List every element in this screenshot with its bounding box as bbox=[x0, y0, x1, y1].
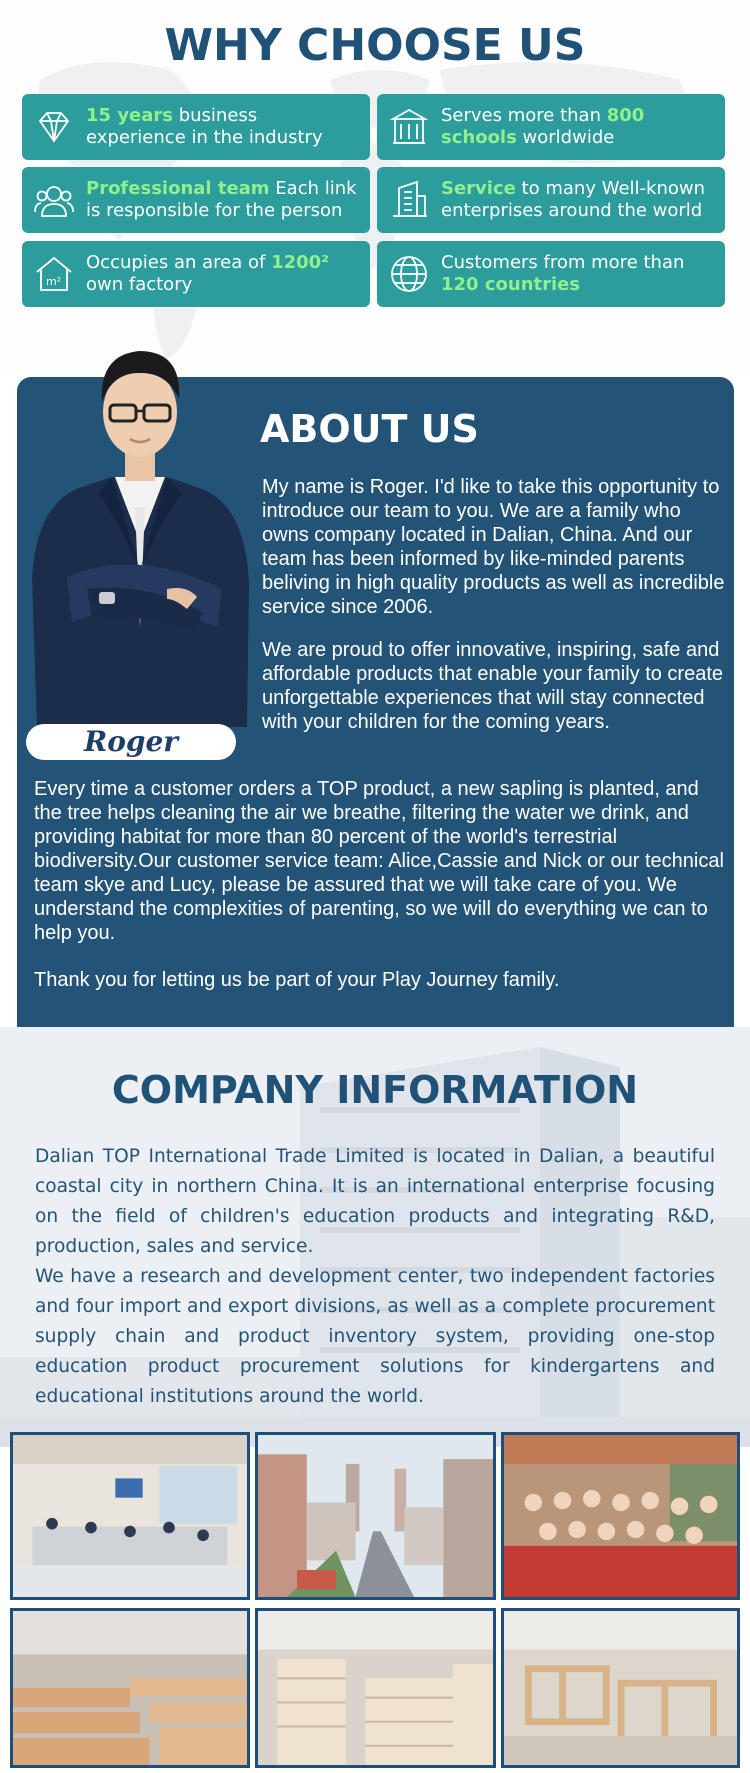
lumber-stack-photo bbox=[10, 1608, 250, 1768]
about-paragraph-intro: My name is Roger. I'd like to take this opportunity to introduce our team to you. We are a family who owns company located in Dalian, China. And our team has been informed by like-minded parents beliving in high quality products as well as incredible service since 2006. bbox=[262, 476, 725, 618]
office-photo bbox=[10, 1432, 250, 1600]
team-group-photo bbox=[501, 1432, 740, 1600]
signature-name-badge: Roger bbox=[26, 724, 236, 760]
furniture-frames-photo bbox=[501, 1608, 740, 1768]
feature-highlight: 120 countries bbox=[441, 274, 581, 295]
factory-area-icon bbox=[22, 241, 86, 307]
feature-highlight: Professional team bbox=[86, 178, 270, 199]
diamond-icon bbox=[22, 94, 86, 160]
company-paragraph-intro: Dalian TOP International Trade Limited is located in Dalian, a beautiful coastal city in northern China. It is an international enterprise focusing on the field of children's education products and integrating R&D, production, sales and service. bbox=[35, 1146, 715, 1257]
team-icon bbox=[22, 167, 86, 233]
feature-card-countries: Customers from more than 120 countries bbox=[377, 241, 725, 307]
feature-card-team: Professional team Each link is responsible for the person bbox=[22, 167, 370, 233]
svg-text:m²: m² bbox=[46, 275, 62, 288]
feature-highlight: Service bbox=[441, 178, 516, 199]
company-information-title: COMPANY INFORMATION bbox=[111, 1068, 639, 1112]
founder-portrait bbox=[27, 327, 253, 727]
feature-card-factory-area: m² Occupies an area of 1200² own factory bbox=[22, 241, 370, 307]
feature-highlight: 800 schools bbox=[441, 105, 645, 148]
about-paragraph-team: Every time a customer orders a TOP product, a new sapling is planted, and the tree helps cleaning the air we breathe, filtering the water we drink, and providing habitat for more than 80 percent of the world's terrestrial biodiversity.Our customer service team: Alice,Cassie and Nick or our technical team skye and Lucy, please be assured that we will take care of you. We understand the complexities of parenting, so we will do everything we can to help you. bbox=[34, 778, 724, 944]
workshop-boards-photo bbox=[255, 1608, 496, 1768]
globe-icon bbox=[377, 241, 441, 307]
feature-card-service: Service to many Well-known enterprises around the world bbox=[377, 167, 725, 233]
feature-highlight: 1200² bbox=[271, 252, 330, 273]
feature-highlight: 15 years bbox=[86, 105, 173, 126]
company-paragraph-facilities: We have a research and development center, two independent factories and four import and export divisions, as well as a complete procurement supply chain and product inventory system, providing one-stop education product procurement solutions for kindergartens and educational institutions around the world. bbox=[35, 1266, 715, 1407]
city-street-photo bbox=[255, 1432, 496, 1600]
why-title: WHY CHOOSE US bbox=[164, 20, 586, 71]
why-choose-us-section bbox=[0, 0, 750, 370]
about-paragraph-thanks: Thank you for letting us be part of your Play Journey family. bbox=[34, 969, 560, 991]
enterprise-building-icon bbox=[377, 167, 441, 233]
company-description bbox=[35, 1142, 715, 1412]
about-paragraph-mission: We are proud to offer innovative, inspiring, safe and affordable products that enable your family to create unforgettable experiences that will stay connected with your children for the coming years. bbox=[262, 639, 724, 733]
school-building-icon bbox=[377, 94, 441, 160]
about-us-title: ABOUT US bbox=[260, 407, 479, 451]
feature-card-experience: 15 years business experience in the industry bbox=[22, 94, 370, 160]
feature-card-schools: Serves more than 800 schools worldwide bbox=[377, 94, 725, 160]
